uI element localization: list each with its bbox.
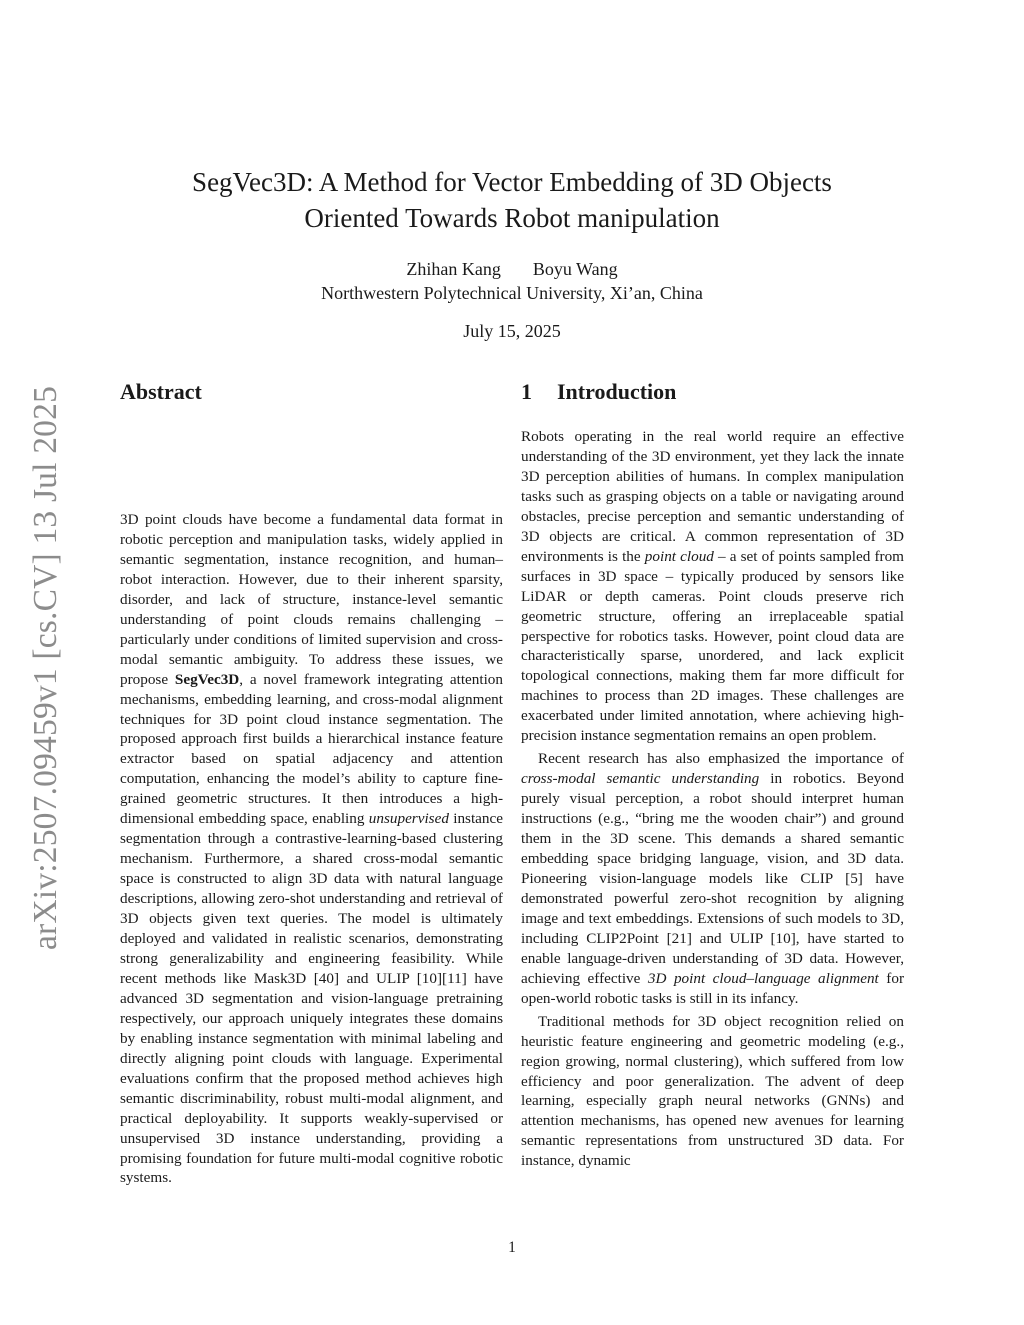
- page-number: 1: [508, 1239, 516, 1256]
- intro-paragraph-2: [521, 749, 904, 1008]
- abstract-text: , a novel framework integrating attention mechanisms, embedding learning, and cross-modal alignment techniques for 3D point cloud instance segmentation. The proposed approach first builds a hierarchical instance feature extractor based on spatial adjacency and attention computation, enhancing the model’s ability to capture fine-grained geometric structures. It then introduces a high-dimensional embedding space, enabling: [120, 670, 503, 828]
- section-title: Introduction: [557, 379, 677, 404]
- author-name: Boyu Wang: [532, 259, 618, 279]
- paper-title: [100, 164, 924, 236]
- affiliation: Northwestern Polytechnical University, Xi’an, China: [321, 283, 703, 303]
- intro-paragraph-3: Traditional methods for 3D object recognition relied on heuristic feature engineering and geometric modeling (e.g., region growing, normal clustering), which suffered from low efficiency and poor generalization. The advent of deep learning, especially graph neural networks (GNNs) and attention mechanisms, has opened new avenues for learning semantic representations from unstructured 3D data. For instance, dynamic: [521, 1012, 904, 1170]
- emphasis: 3D point cloud–language alignment: [647, 969, 879, 987]
- intro-paragraph-1: [521, 427, 904, 746]
- emphasis: unsupervised: [368, 810, 449, 828]
- arxiv-sidebar-stamp: [18, 378, 74, 958]
- method-name: SegVec3D: [174, 670, 240, 688]
- abstract-text: instance segmentation through a contrastive-learning-based clustering mechanism. Furthermore, a shared cross-modal semantic space is constructed to align 3D data with natural language descriptions, allowing zero-shot understanding and retrieval of 3D objects given text queries. The model is ultimately deployed and validated in realistic scenarios, demonstrating strong generalizability and engineering feasibility. While recent methods like Mask3D [40] and ULIP [10][11] have advanced 3D segmentation and vision-language pretraining respectively, our approach uniquely integrates these domains by enabling instance segmentation with minimal labeling and directly aligning point clouds with language. Experimental evaluations confirm that the proposed method achieves high semantic discriminability, robust multi-modal alignment, and practical deployability. It supports weakly-supervised or unsupervised 3D instance understanding, providing a promising foundation for future multi-modal cognitive robotic systems.: [120, 810, 504, 1187]
- publication-date: July 15, 2025: [463, 321, 561, 341]
- body-text: – a set of points sampled from surfaces in 3D space – typically produced by sensors like LiDAR or depth cameras. Point clouds preserve rich geometric structure, offering an irreplaceable spatial perspective for robotics tasks. However, point cloud data are characteristically sparse, unordered, and lack explicit topological connections, making them far more difficult for machines to process than 2D images. These challenges are exacerbated under limited annotation, where achieving high-precision instance segmentation remains an open problem.: [521, 547, 904, 745]
- introduction-heading: [521, 378, 676, 406]
- title-line-1: SegVec3D: A Method for Vector Embedding of 3D Objects: [192, 167, 832, 197]
- abstract-heading: Abstract: [120, 379, 202, 404]
- emphasis: point cloud: [644, 547, 714, 565]
- abstract-text: 3D point clouds have become a fundamental data format in robotic perception and manipulation tasks, widely applied in semantic segmentation, instance recognition, and human–robot interaction. However, due to their inherent sparsity, disorder, and lack of structure, instance-level semantic understanding of point clouds remains challenging – particularly under conditions of limited supervision and cross-modal semantic ambiguity. To address these issues, we propose: [120, 511, 503, 688]
- body-text: Recent research has also emphasized the importance of: [538, 750, 904, 768]
- body-text: Robots operating in the real world require an effective understanding of the 3D environment, yet they lack the innate 3D perception abilities of humans. In complex manipulation tasks such as grasping objects on a table or navigating around obstacles, precise perception and semantic understanding of 3D objects are critical. A common representation of 3D environments is the: [521, 428, 904, 565]
- author-list: [100, 258, 924, 281]
- arxiv-identifier: arXiv:2507.09459v1 [cs.CV] 13 Jul 2025: [27, 385, 64, 951]
- introduction-body: [521, 427, 904, 1171]
- title-line-2: Oriented Towards Robot manipulation: [304, 203, 720, 233]
- section-number: 1: [521, 379, 532, 404]
- body-text: for open-world robotic tasks is still in its infancy.: [521, 969, 905, 1007]
- abstract-paragraph: [120, 510, 503, 1188]
- abstract-body: [120, 510, 503, 1188]
- body-text: in robotics. Beyond purely visual perception, a robot should interpret human instructions (e.g., “bring me the wooden chair”) and ground them in the 3D scene. This demands a shared semantic embedding space bridging language, vision, and 3D data. Pioneering vision-language models like CLIP [5] have demonstrated powerful zero-shot recognition by aligning image and text embeddings. Extensions of such models to 3D, including CLIP2Point [21] and ULIP [10], have started to enable language-driven understanding of 3D data. However, achieving effective: [521, 770, 904, 987]
- author-name: Zhihan Kang: [406, 259, 501, 279]
- emphasis: cross-modal semantic understanding: [521, 770, 760, 788]
